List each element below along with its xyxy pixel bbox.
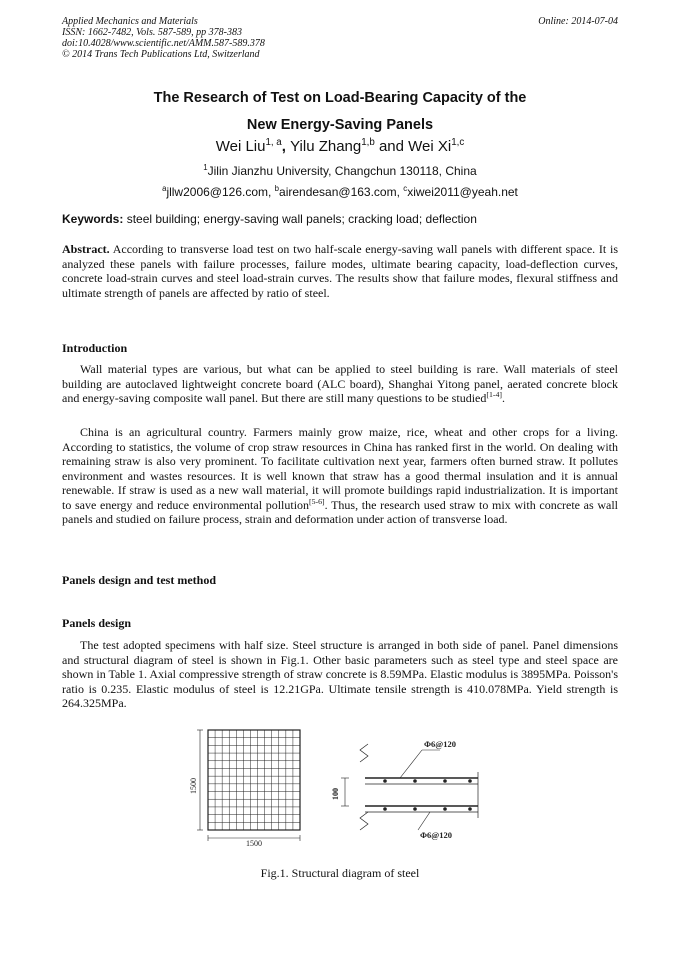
keywords — [62, 212, 618, 226]
paragraph-text: . Thus, the research used straw to mix with concrete as wall panels and studied on failure process, strain and deformation under action of transverse load. — [62, 497, 618, 526]
journal-name: Applied Mechanics and Materials — [62, 16, 198, 27]
dim-label-height: 1500 — [189, 778, 198, 794]
keywords-label: Keywords: — [62, 212, 124, 226]
author-separator: and — [374, 138, 409, 155]
paper-title-line-1: The Research of Test on Load-Bearing Capacity of the — [153, 90, 527, 106]
author-sup: 1,b — [361, 137, 375, 148]
paragraph-text: . — [501, 391, 505, 405]
dim-label-width: 1500 — [246, 839, 262, 848]
paper-title-line-2: New Energy-Saving Panels — [246, 117, 434, 133]
affiliation-text: Jilin Jianzhu University, Changchun 130118, China — [207, 164, 477, 178]
paragraph-text: China is an agricultural country. Farmers mainly grow maize, rice, wheat and other crops for a living. According to statistics, the volume of crop straw resources in China has ranked first in the world. On dealing with remaining straw is also very prominent. To facilitate cultivation next year, farmers often burned straw. It pollutes environment and wastes resources. It is well known that straw has a good thermal insulation and it is annual renewable. If straw is used as a new wall material, it will promote buildings rapid industrialization. It is important to save energy and reduce environmental pollution — [62, 425, 618, 512]
rebar-grid-lines — [208, 730, 300, 830]
subsection-heading-panels-design: Panels design — [62, 616, 132, 630]
panels-design-paragraph: The test adopted specimens with half size. Steel structure is arranged in both side of panel. Panel dimensions and structural diagram of steel is shown in Fig.1. Other basic parameters such as steel type and steel space are shown in Table 1. Axial compressive strength of straw concrete is 8.59MPa. Elastic modulus is 3895MPa. Poisson's ratio is 0.235. Elastic modulus of steel is 12.21GPa. Ultimate tensile strength is 410.078MPa. Yield strength is 264.325MPa. — [62, 638, 618, 710]
panel-grid — [208, 730, 300, 830]
author-separator: , — [281, 138, 291, 155]
publication-header — [62, 16, 618, 60]
dim-label-spacing: 100 — [331, 788, 340, 800]
author-emails — [62, 185, 618, 199]
panel-outline — [208, 730, 300, 830]
citation-ref[interactable]: [5-6] — [309, 496, 325, 506]
structural-steel-diagram — [190, 728, 490, 848]
email-sup: a — [162, 184, 167, 193]
email-sup: c — [403, 184, 408, 193]
author-name: Wei Liu — [215, 138, 266, 155]
online-date: Online: 2014-07-04 — [538, 16, 618, 27]
author-name: Wei Xi — [408, 138, 452, 155]
figure-caption: Fig.1. Structural diagram of steel — [260, 866, 420, 880]
section-detail — [341, 744, 478, 830]
rebar-label-bottom: Φ6@120 — [420, 830, 452, 840]
copyright-line: © 2014 Trans Tech Publications Ltd, Switzerland — [62, 49, 260, 60]
abstract-label: Abstract. — [62, 242, 110, 256]
email-link[interactable]: airendesan@163.com, — [279, 185, 404, 199]
author-list — [62, 138, 618, 155]
abstract — [62, 242, 618, 300]
issn-line: ISSN: 1662-7482, Vols. 587-589, pp 378-383 — [62, 27, 242, 38]
email-sup: b — [274, 184, 280, 193]
rebar-label-top: Φ6@120 — [424, 739, 456, 749]
email-link[interactable]: xiwei2011@yeah.net — [407, 185, 518, 199]
affiliation-sup: 1 — [203, 163, 208, 172]
dimension-lines — [197, 730, 300, 841]
author-name: Yilu Zhang — [290, 138, 362, 155]
keywords-text: steel building; energy-saving wall panels; cracking load; deflection — [123, 212, 477, 226]
abstract-text: According to transverse load test on two half-scale energy-saving wall panels with different space. It is analyzed these panels with failure processes, failure modes, ultimate bearing capacity, load-deflection curves, concrete load-strain curves and steel load-strain curves. The results show that failure modes, flexural stiffness and ultimate strength of panels are affected by ratio of steel. — [62, 242, 618, 300]
section-heading-introduction: Introduction — [62, 341, 128, 355]
author-sup: 1, a — [265, 137, 282, 148]
introduction-paragraph-1 — [62, 362, 618, 406]
affiliation — [62, 164, 618, 178]
section-heading-panels-design-and-test-method: Panels design and test method — [62, 573, 217, 587]
citation-ref[interactable]: [1-4] — [486, 390, 502, 399]
introduction-paragraph-2 — [62, 425, 618, 527]
doi-line: doi:10.4028/www.scientific.net/AMM.587-589.378 — [62, 38, 265, 49]
paragraph-text: Wall material types are various, but what can be applied to steel building is rare. Wall materials of steel building are autoclaved lightweight concrete board (ALC board), Shanghai Yitong panel, aerated concrete block and energy-saving composite wall panel. But there are still many questions to be studied — [62, 362, 618, 405]
email-link[interactable]: jllw2006@126.com, — [166, 185, 275, 199]
author-sup: 1,c — [451, 137, 465, 148]
